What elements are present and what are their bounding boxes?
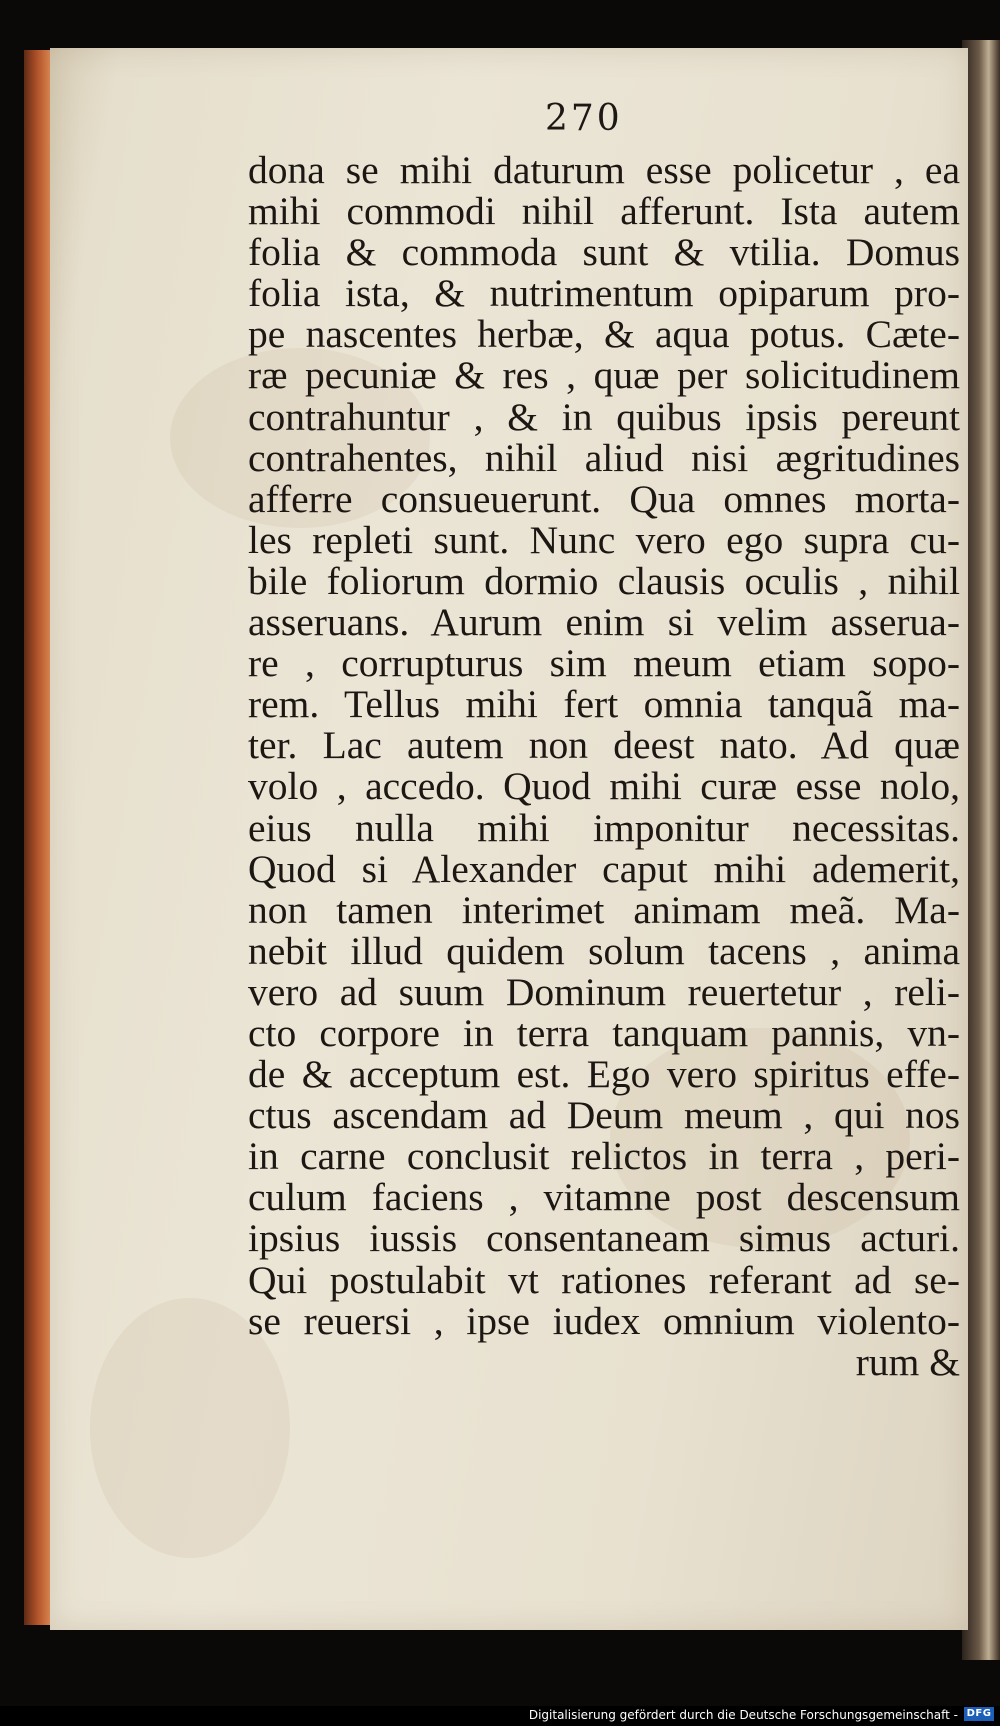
footer-credit: Digitalisierung gefördert durch die Deutsche Forschungsgemeinschaft - <box>528 1708 958 1722</box>
text-line: ter. Lac autem non deest nato. Ad quæ <box>248 723 960 768</box>
text-line: afferre consueuerunt. Qua omnes morta- <box>248 476 960 521</box>
text-line: se reuersi , ipse iudex omnium violento- <box>248 1298 960 1343</box>
text-line: Quod si Alexander caput mihi ademerit, <box>248 846 960 891</box>
text-line: rem. Tellus mihi fert omnia tanquã ma- <box>248 682 960 727</box>
text-line: Qui postulabit vt rationes referant ad se- <box>248 1257 960 1302</box>
text-line: volo , accedo. Quod mihi curæ esse nolo, <box>248 764 960 809</box>
text-line: in carne conclusit relictos in terra , peri- <box>248 1134 960 1179</box>
text-line: ræ pecuniæ & res , quæ per solicitudinem <box>248 353 960 398</box>
text-line: de & acceptum est. Ego vero spiritus effe- <box>248 1052 960 1097</box>
text-line: non tamen interimet animam meã. Ma- <box>248 887 960 932</box>
page-number: 270 <box>545 98 623 139</box>
text-line: eius nulla mihi imponitur necessitas. <box>248 805 960 850</box>
text-line: ctus ascendam ad Deum meum , qui nos <box>248 1093 960 1138</box>
text-line: bile foliorum dormio clausis oculis , nihil <box>248 558 960 603</box>
text-line: cto corpore in terra tanquam pannis, vn- <box>248 1010 960 1055</box>
text-line: contrahentes, nihil aliud nisi ægritudines <box>248 435 960 480</box>
text-line: vero ad suum Dominum reuertetur , reli- <box>248 969 960 1014</box>
dfg-logo-icon: DFG <box>964 1707 994 1721</box>
book-binding-edge <box>24 50 52 1625</box>
text-line: mihi commodi nihil afferunt. Ista autem <box>248 189 960 234</box>
body-text <box>248 150 960 1383</box>
text-line: dona se mihi daturum esse policetur , ea <box>248 148 960 192</box>
text-line: ipsius iussis consentaneam simus acturi. <box>248 1216 960 1261</box>
text-line: folia ista, & nutrimentum opiparum pro- <box>248 271 960 316</box>
text-line: asseruans. Aurum enim si velim asserua- <box>248 600 960 645</box>
text-line: culum faciens , vitamne post descensum <box>248 1175 960 1220</box>
text-line: pe nascentes herbæ, & aqua potus. Cæte- <box>248 312 960 357</box>
catchword: rum & <box>855 1339 960 1384</box>
text-line: re , corrupturus sim meum etiam sopo- <box>248 641 960 686</box>
text-line: folia & commoda sunt & vtilia. Domus <box>248 230 960 275</box>
text-line: contrahuntur , & in quibus ipsis pereunt <box>248 394 960 439</box>
text-line: les repleti sunt. Nunc vero ego supra cu- <box>248 517 960 562</box>
text-line: nebit illud quidem solum tacens , anima <box>248 928 960 973</box>
